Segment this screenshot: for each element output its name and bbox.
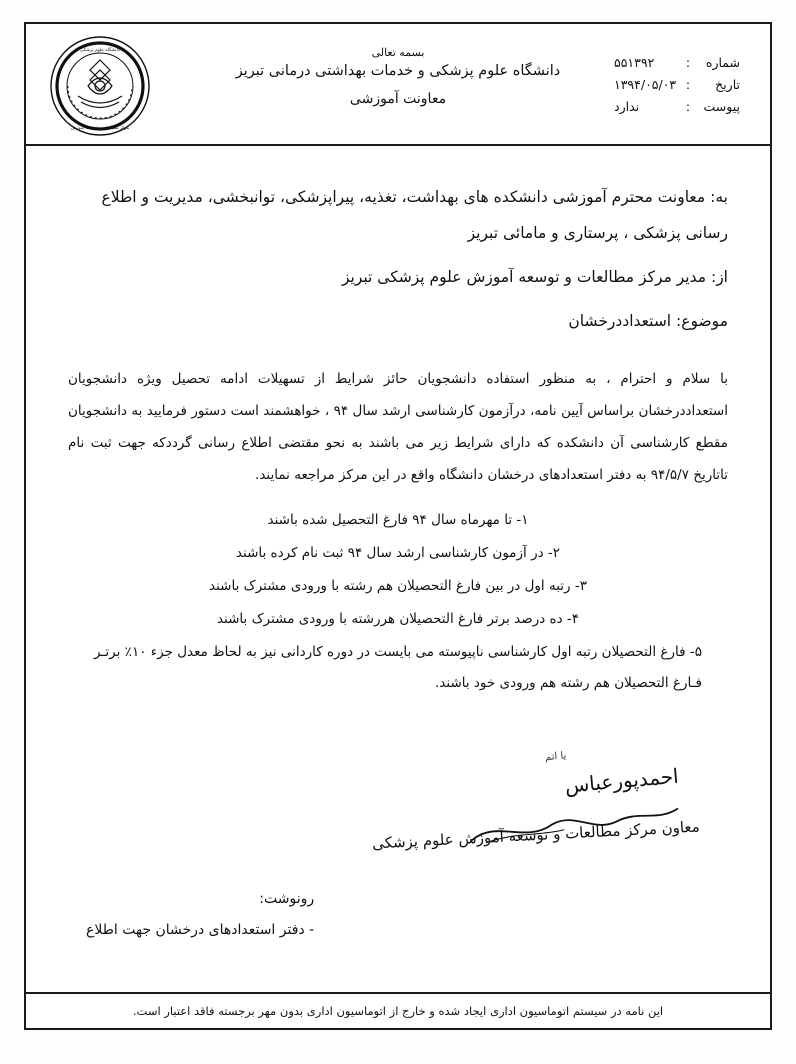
svg-text:دانشگاه علوم پزشکی: دانشگاه علوم پزشکی (80, 48, 120, 53)
svg-text:مرکز مطالعات و توسعه آموزش: مرکز مطالعات و توسعه آموزش (70, 126, 130, 131)
document-frame (24, 22, 772, 1030)
besmellah-text: بسمه تعالی (371, 46, 425, 59)
letter-body (26, 146, 770, 895)
cc-title: رونوشت: (259, 891, 315, 907)
signature-name: احمدپورعباس (563, 763, 680, 798)
header-field-attachment-value: ندارد (614, 98, 640, 114)
header-field-attachment-colon: : (685, 98, 691, 114)
sender-line: از: مدیر مرکز مطالعات و توسعه آموزش علوم پزشکی تبریز (341, 268, 728, 287)
header-field-attachment-label: پیوست (703, 98, 740, 114)
header-field-date-colon: : (685, 76, 691, 92)
letter-header (26, 24, 770, 146)
list-item: ۱- تا مهرماه سال ۹۴ فارغ التحصیل شده باشند (267, 511, 529, 528)
header-field-number-colon: : (685, 55, 691, 70)
university-emblem-icon (48, 34, 152, 138)
signature-title: معاون مرکز مطالعات و توسعه آموزش علوم پزشکی (371, 817, 701, 853)
conditions-list (68, 505, 728, 699)
body-paragraph: با سلام و احترام ، به منظور استفاده دانشجویان حائز شرایط از تسهیلات ادامه تحصیل ویژه دانشجویان استعداددرخشان براساس آیین نامه، درآزمون کارشناسی ارشد سال ۹۴ ، خواهشمند است دستور فرمایید به دانشجویان مقطع کارشناسی آن دانشکده که دارای شرایط زیر می باشند به نحو مقتضی اطلاع رسانی گرددکه جهت ثبت نام تاتاریخ ۹۴/۵/۷ به دفتر استعدادهای درخشان دانشگاه واقع در این مرکز مراجعه نمایند. (68, 371, 728, 483)
university-name: دانشگاه علوم پزشکی و خدمات بهداشتی درمانی تبریز (235, 63, 561, 79)
list-item: ۴- ده درصد برتر فارغ التحصیلان هررشته با ورودی مشترک باشند (216, 610, 580, 627)
header-field-date-value: ۱۳۹۴/۰۵/۰۳ (614, 76, 677, 92)
cc-item: - دفتر استعدادهای درخشان جهت اطلاع (86, 921, 315, 938)
subject-line: موضوع: استعداددرخشان (568, 312, 728, 331)
signature-zone (68, 745, 728, 895)
recipient-block (68, 180, 728, 250)
list-item: ۵- فارغ التحصیلان رتبه اول کارشناسی ناپیوسته می بایست در دوره کاردانی نیز به لحاظ معدل جزء ۱۰٪ برتـر فـارغ التحصیلان هم رشته هم ورودی خود باشند. (94, 643, 702, 691)
list-item: ۲- در آزمون کارشناسی ارشد سال ۹۴ ثبت نام کرده باشند (235, 544, 561, 561)
recipient-line-1: به: معاونت محترم آموزشی دانشکده های بهداشت، تغذیه، پیراپزشکی، توانبخشی، مدیریت و اطلاع (101, 188, 728, 206)
header-field-date-label: تاریخ (715, 76, 740, 92)
department-name: معاونت آموزشی (349, 91, 447, 107)
header-field-number-label: شماره (705, 55, 740, 70)
document-footer (26, 992, 770, 1028)
signature-ya-haq: یا اتم (544, 750, 567, 764)
cc-block (86, 884, 314, 946)
list-item: ۳- رتبه اول در بین فارغ التحصیلان هم رشته با ورودی مشترک باشند (209, 577, 587, 594)
header-field-number-value: ۵۵۱۳۹۲ (614, 55, 655, 70)
recipient-line-2: رسانی پزشکی ، پرستاری و مامائی تبریز (467, 224, 728, 243)
footer-text: این نامه در سیستم اتوماسیون اداری ایجاد شده و خارج از اتوماسیون اداری بدون مهر برجسته فاقد اعتبار است. (132, 1004, 664, 1018)
